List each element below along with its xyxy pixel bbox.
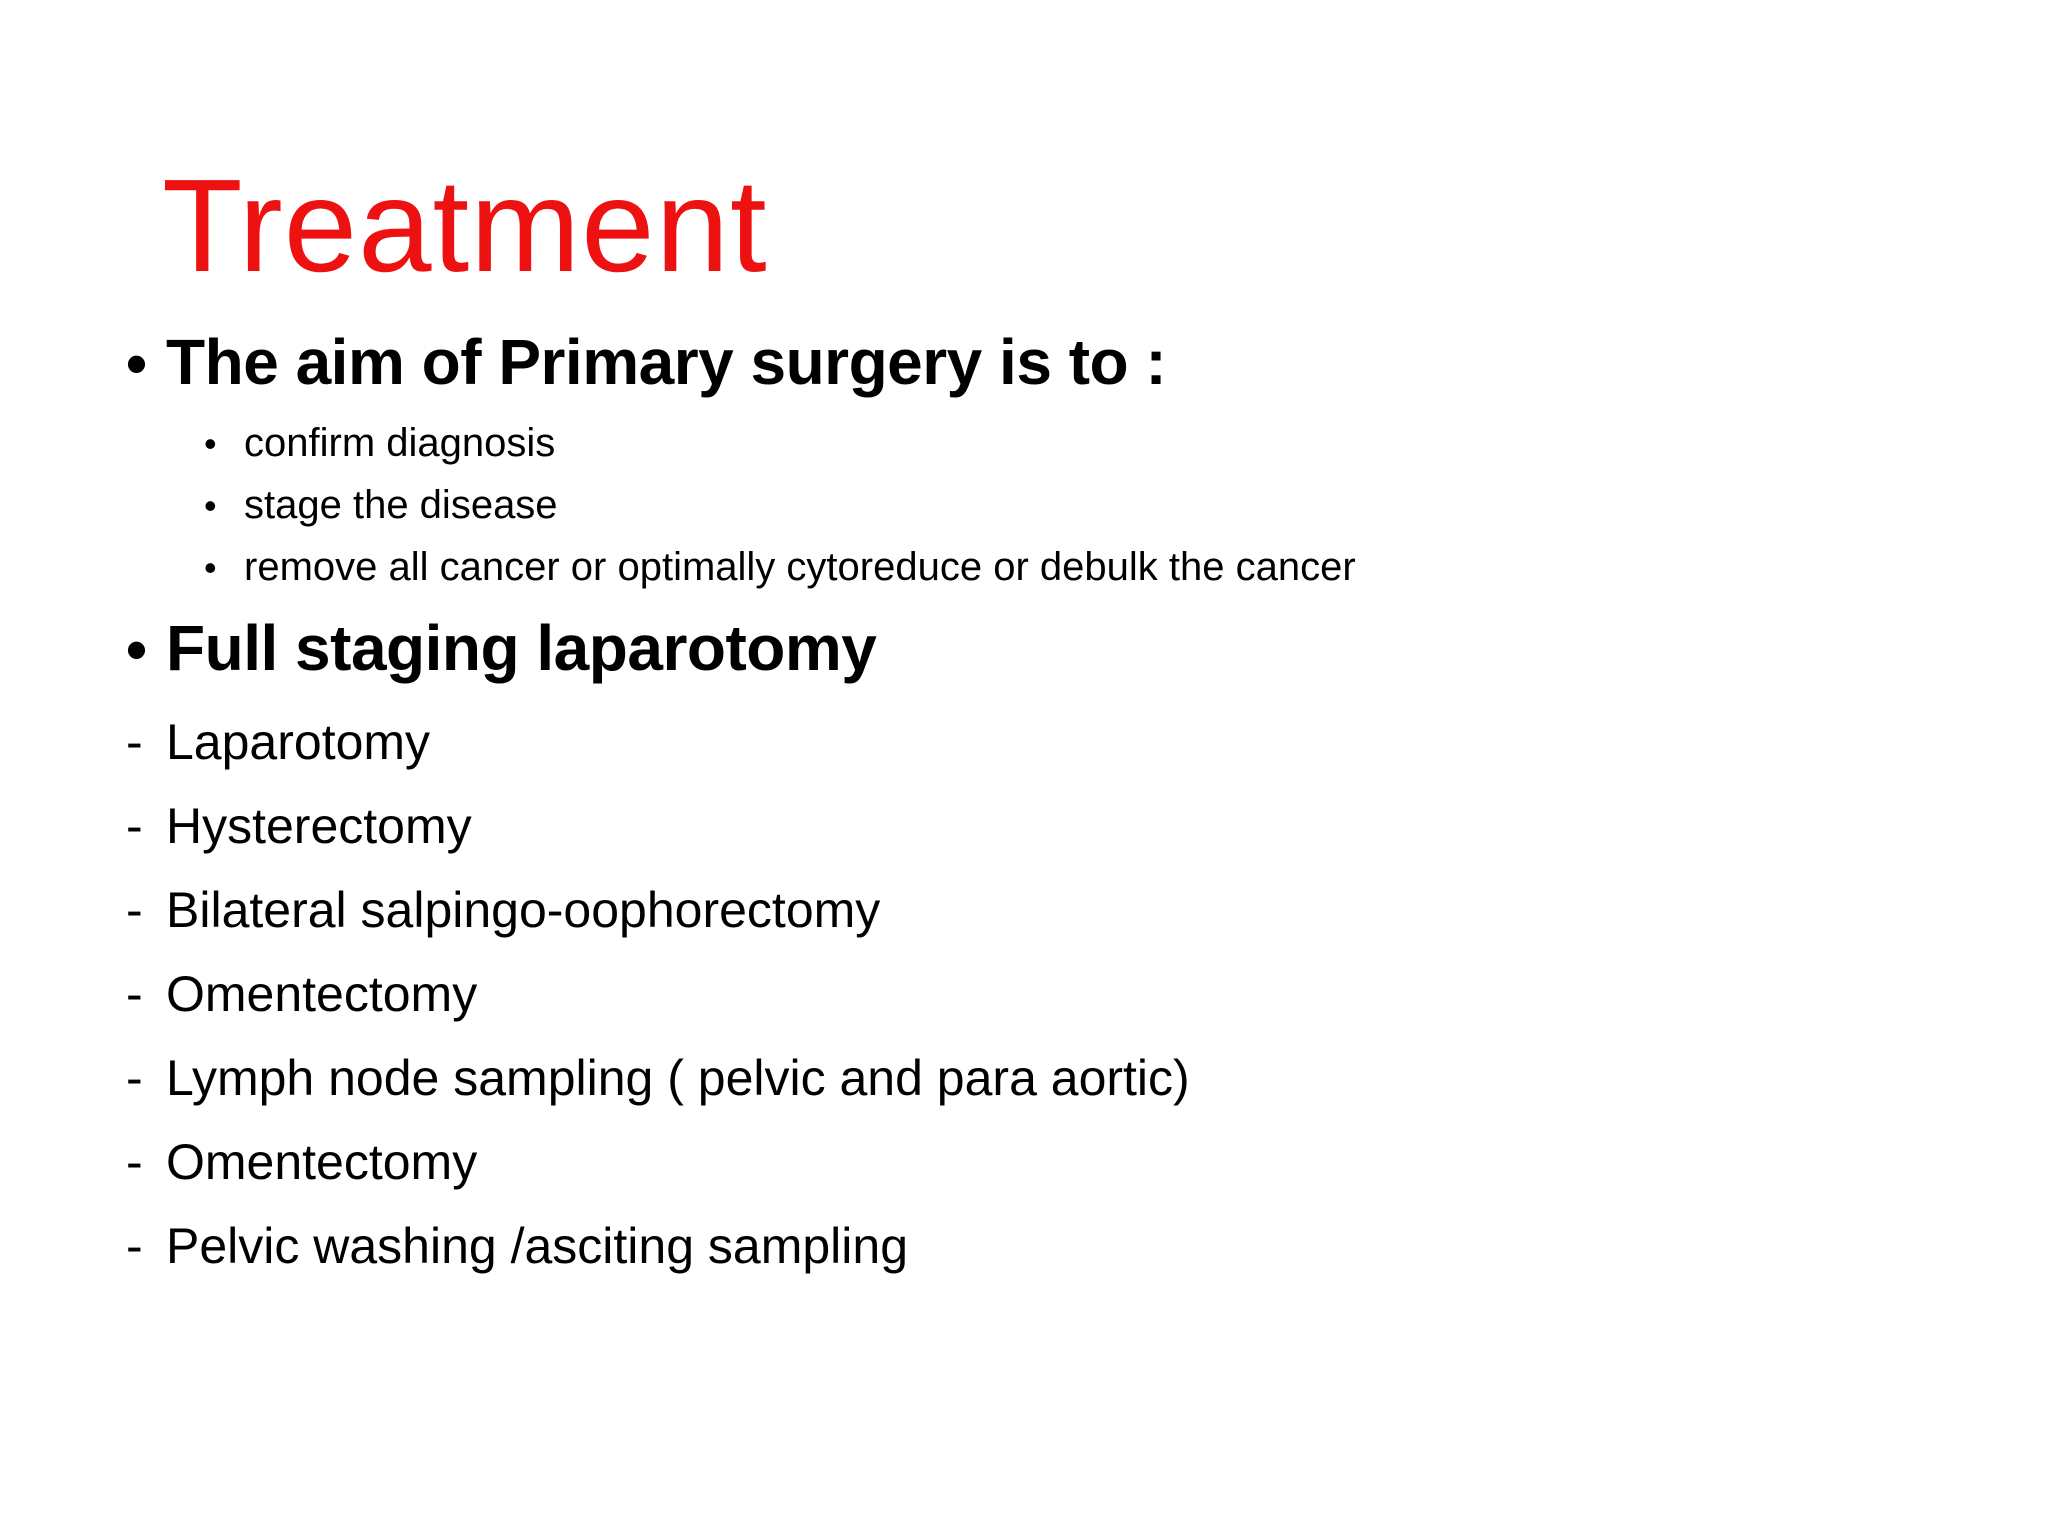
procedure-text: Hysterectomy [166, 798, 472, 854]
procedure-item [126, 1204, 1190, 1288]
procedure-text: Omentectomy [166, 1134, 478, 1190]
dash-marker: - [126, 714, 143, 770]
procedure-text: Lymph node sampling ( pelvic and para aortic) [166, 1050, 1190, 1106]
procedure-list [126, 700, 1190, 1288]
dash-marker: - [126, 1218, 143, 1274]
dash-marker: - [126, 1134, 143, 1190]
procedure-item [126, 952, 1190, 1036]
procedure-text: Bilateral salpingo-oophorectomy [166, 882, 881, 938]
sub-bullet-marker: • [204, 485, 217, 526]
sub-bullet-item [204, 412, 1356, 474]
procedure-item [126, 1036, 1190, 1120]
sub-bullet-marker: • [204, 423, 217, 464]
procedure-text: Omentectomy [166, 966, 478, 1022]
procedure-item [126, 784, 1190, 868]
main-bullet-text: The aim of Primary surgery is to : [166, 326, 1167, 398]
dash-marker: - [126, 882, 143, 938]
procedure-text: Pelvic washing /asciting sampling [166, 1218, 909, 1274]
sub-bullet-text: stage the disease [244, 483, 558, 527]
slide-title: Treatment [162, 152, 768, 299]
sub-bullet-text: confirm diagnosis [244, 421, 556, 465]
sub-bullet-item [204, 536, 1356, 598]
bullet-marker: • [126, 616, 148, 683]
procedure-text: Laparotomy [166, 714, 431, 770]
dash-marker: - [126, 798, 143, 854]
sub-bullet-list [204, 412, 1356, 598]
sub-bullet-item [204, 474, 1356, 536]
main-bullet-staging [126, 612, 877, 684]
procedure-item [126, 868, 1190, 952]
procedure-item [126, 700, 1190, 784]
main-bullet-text: Full staging laparotomy [166, 612, 877, 684]
bullet-marker: • [126, 330, 148, 397]
main-bullet-aim [126, 326, 1167, 398]
procedure-item [126, 1120, 1190, 1204]
sub-bullet-marker: • [204, 547, 217, 588]
dash-marker: - [126, 1050, 143, 1106]
sub-bullet-text: remove all cancer or optimally cytoreduce or debulk the cancer [244, 545, 1356, 589]
dash-marker: - [126, 966, 143, 1022]
